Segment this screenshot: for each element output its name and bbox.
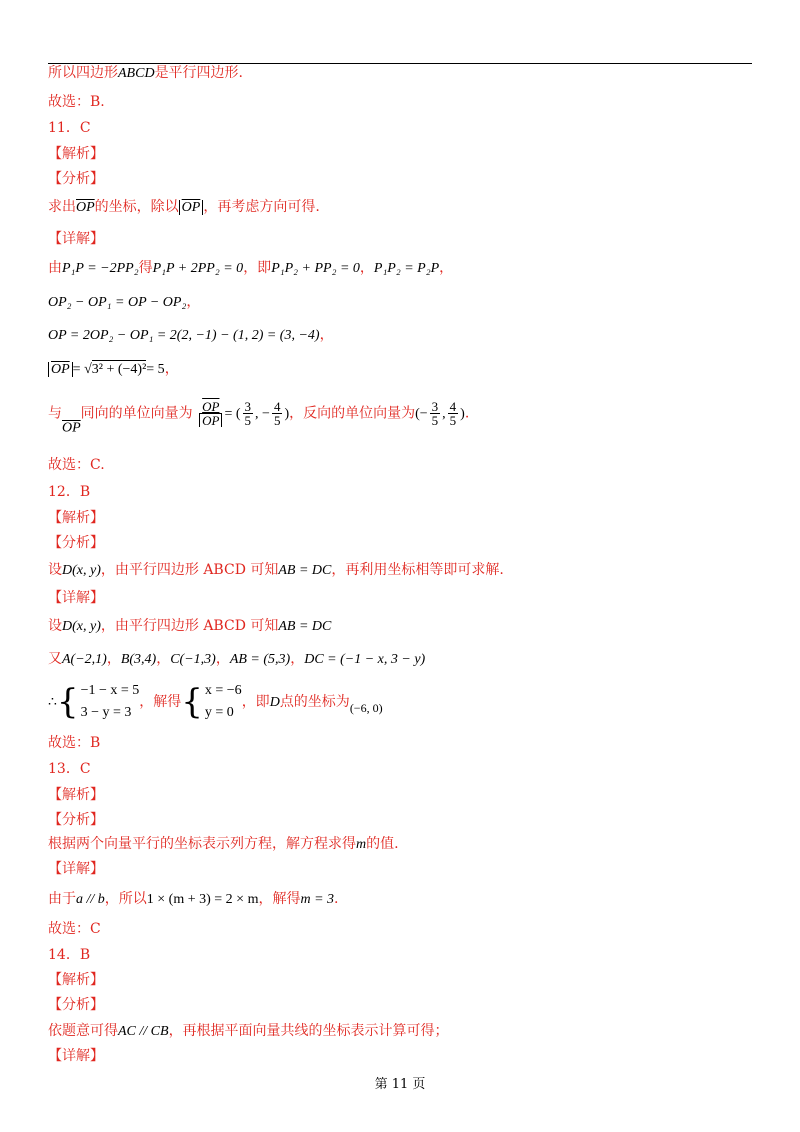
page-number: 第 11 页 [374,1077,426,1092]
section-heading: 【分析】 [48,535,104,551]
section-heading: 【解析】 [48,972,104,988]
section-heading: 【详解】 [48,590,104,606]
analysis-text: 求出$\overline{OP}$的坐标，除以 $\overline{OP}$ ，再考虑方向可得. [48,199,320,215]
question-number: 13．C [48,761,91,777]
solution-line: $\overline{OP} = √3^2 + (-4)^2= 5$， [48,362,179,377]
solution-line: 设D(x, y)，由平行四边形 ABCD 可知AB = DC [48,618,332,634]
question-number: 11．C [48,120,91,136]
question-number: 14．B [48,947,91,963]
solution-line: 又A(−2,1)，B(3,4)，C(−1,3)，AB = (5,3)，DC = (−1 − x, 3 − y) [48,651,426,667]
section-heading: 【分析】 [48,812,104,828]
section-heading: 【详解】 [48,231,104,247]
analysis-text: 设D(x, y)，由平行四边形 ABCD 可知AB = DC，再利用坐标相等即可求解. [48,562,504,578]
section-heading: 【解析】 [48,146,104,162]
section-heading: 【分析】 [48,171,104,187]
section-heading: 【详解】 [48,1048,104,1064]
answer-choice: 故选：C [48,921,101,937]
section-heading: 【详解】 [48,861,104,877]
analysis-text: 根据两个向量平行的坐标表示列方程，解方程求得m的值. [48,836,399,852]
solution-line: 由P₁P = −2PP₂得P₁P + 2PP₂ = 0，即P₁P₂ + PP₂ = 0，P₁P₂ = P₂P， [48,260,454,276]
header-rule [48,63,752,64]
solution-line: OP₂ − OP₁ = OP − OP₂， [48,294,201,310]
answer-choice: 故选：C. [48,457,105,473]
solution-system: ∴{ −1 − x = 5 3 − y = 3 ，解得{ x = −6 y = 0 ，即D点的坐标为(−6, 0) [48,682,383,722]
section-heading: 【解析】 [48,787,104,803]
line-conclusion: 所以四边形ABCD是平行四边形. [48,65,244,81]
solution-line: 由于a // b，所以1 × (m + 3) = 2 × m，解得m = 3. [48,891,339,907]
solution-line: 与$\overline{OP}$同向的单位向量为 $\frac{\overline{OP}}{OP}$ = ( $\frac{3}{5}$ , − $\frac{4}{5}$ )，反向的单位向量为(− $\frac{3}{5}$ , $\frac{4}{5}$ ). [48,399,470,436]
question-number: 12．B [48,484,91,500]
answer-choice: 故选：B [48,735,101,751]
analysis-text: 依题意可得AC // CB，再根据平面向量共线的坐标表示计算可得； [48,1023,449,1039]
section-heading: 【解析】 [48,510,104,526]
solution-line: OP = 2OP₂ − OP₁ = 2(2, −1) − (1, 2) = (3, −4)， [48,327,334,343]
section-heading: 【分析】 [48,997,104,1013]
answer-choice: 故选：B. [48,94,105,110]
